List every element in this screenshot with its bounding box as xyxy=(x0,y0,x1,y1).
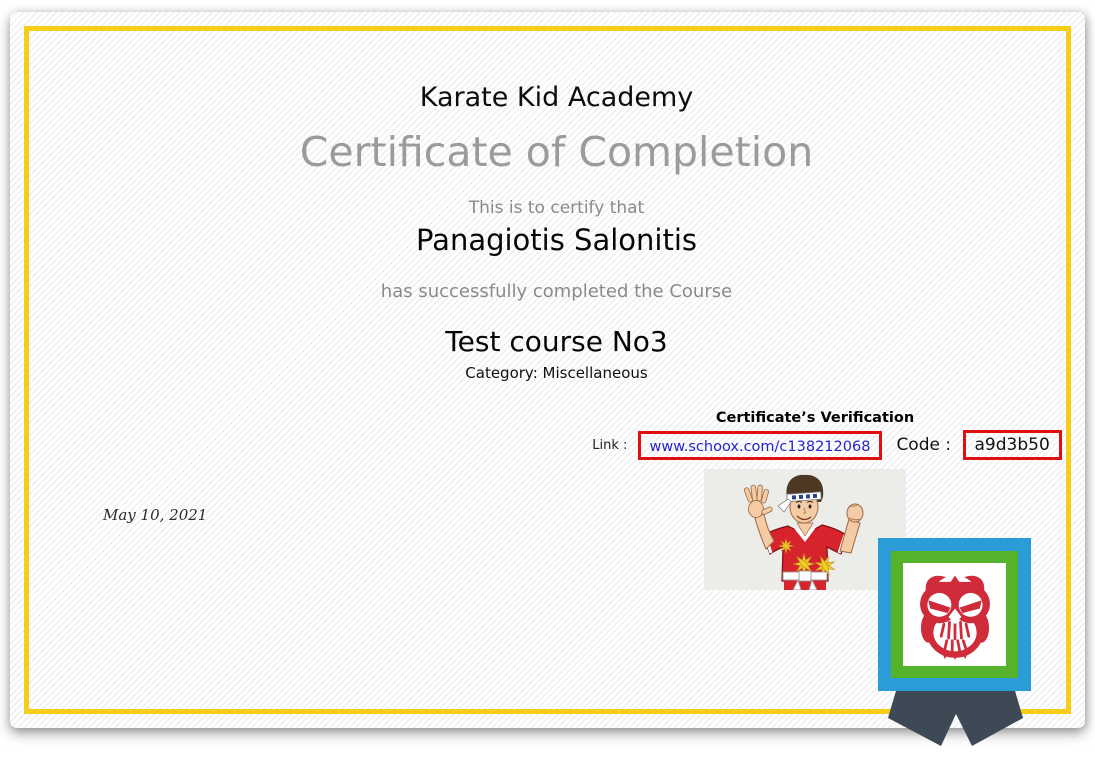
code-highlight-box xyxy=(963,430,1062,460)
verification-heading: Certificate’s Verification xyxy=(715,410,915,426)
academy-name: Karate Kid Academy xyxy=(419,82,694,113)
badge-green-frame xyxy=(891,551,1018,678)
link-label: Link : xyxy=(592,437,632,453)
certificate-title: Certificate of Completion xyxy=(299,128,814,176)
certificate-page xyxy=(10,12,1085,728)
issue-date: May 10, 2021 xyxy=(103,506,208,524)
recipient-name: Panagiotis Salonitis xyxy=(415,223,698,257)
badge-ribbon xyxy=(865,684,1045,760)
certify-text: This is to certify that xyxy=(468,198,645,218)
verification-code: a9d3b50 xyxy=(974,435,1050,455)
verification-section xyxy=(592,410,1050,460)
badge-inner xyxy=(903,563,1006,666)
karate-kid-image xyxy=(704,469,906,590)
code-label: Code : xyxy=(896,435,957,455)
owl-icon xyxy=(909,569,1001,661)
award-badge xyxy=(878,538,1031,691)
completion-text: has successfully completed the Course xyxy=(380,281,733,302)
verification-link[interactable]: www.schoox.com/c138212068 xyxy=(649,438,871,455)
course-category: Category: Miscellaneous xyxy=(465,364,648,382)
course-name: Test course No3 xyxy=(445,325,668,358)
link-highlight-box xyxy=(638,431,883,460)
